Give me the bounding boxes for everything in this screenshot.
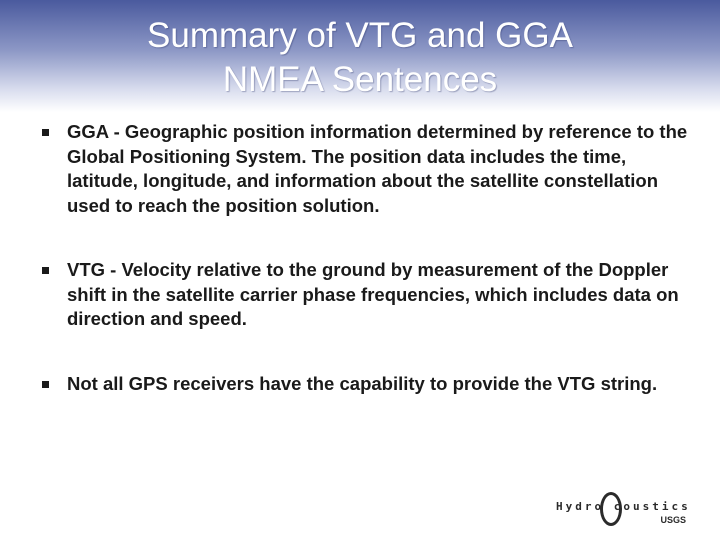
logo-usgs: USGS: [660, 515, 686, 525]
bullet-item-vtg: [40, 258, 690, 332]
bullet-item-receivers: [40, 372, 690, 397]
square-bullet-icon: [42, 381, 49, 388]
bullet-list: [40, 120, 690, 396]
logo-text: Hydro coustics: [556, 500, 691, 513]
slide-title: [0, 14, 720, 102]
slide-title-line-1: Summary of VTG and GGA: [147, 16, 573, 55]
square-bullet-icon: [42, 129, 49, 136]
bullet-item-gga: [40, 120, 690, 218]
bullet-text: VTG - Velocity relative to the ground by measurement of the Doppler shift in the satellite carrier phase frequencies, which includes data on direction and speed.: [67, 259, 679, 329]
slide-title-line-2: NMEA Sentences: [222, 60, 498, 99]
bullet-text: Not all GPS receivers have the capability to provide the VTG string.: [67, 372, 658, 394]
hydroacoustics-logo: [556, 492, 691, 526]
bullet-text: GGA - Geographic position information determined by reference to the Global Positioning System. The position data includes the time, latitude, longitude, and information about the satellite constellation used to reach the position solution.: [67, 121, 688, 216]
square-bullet-icon: [42, 267, 49, 274]
